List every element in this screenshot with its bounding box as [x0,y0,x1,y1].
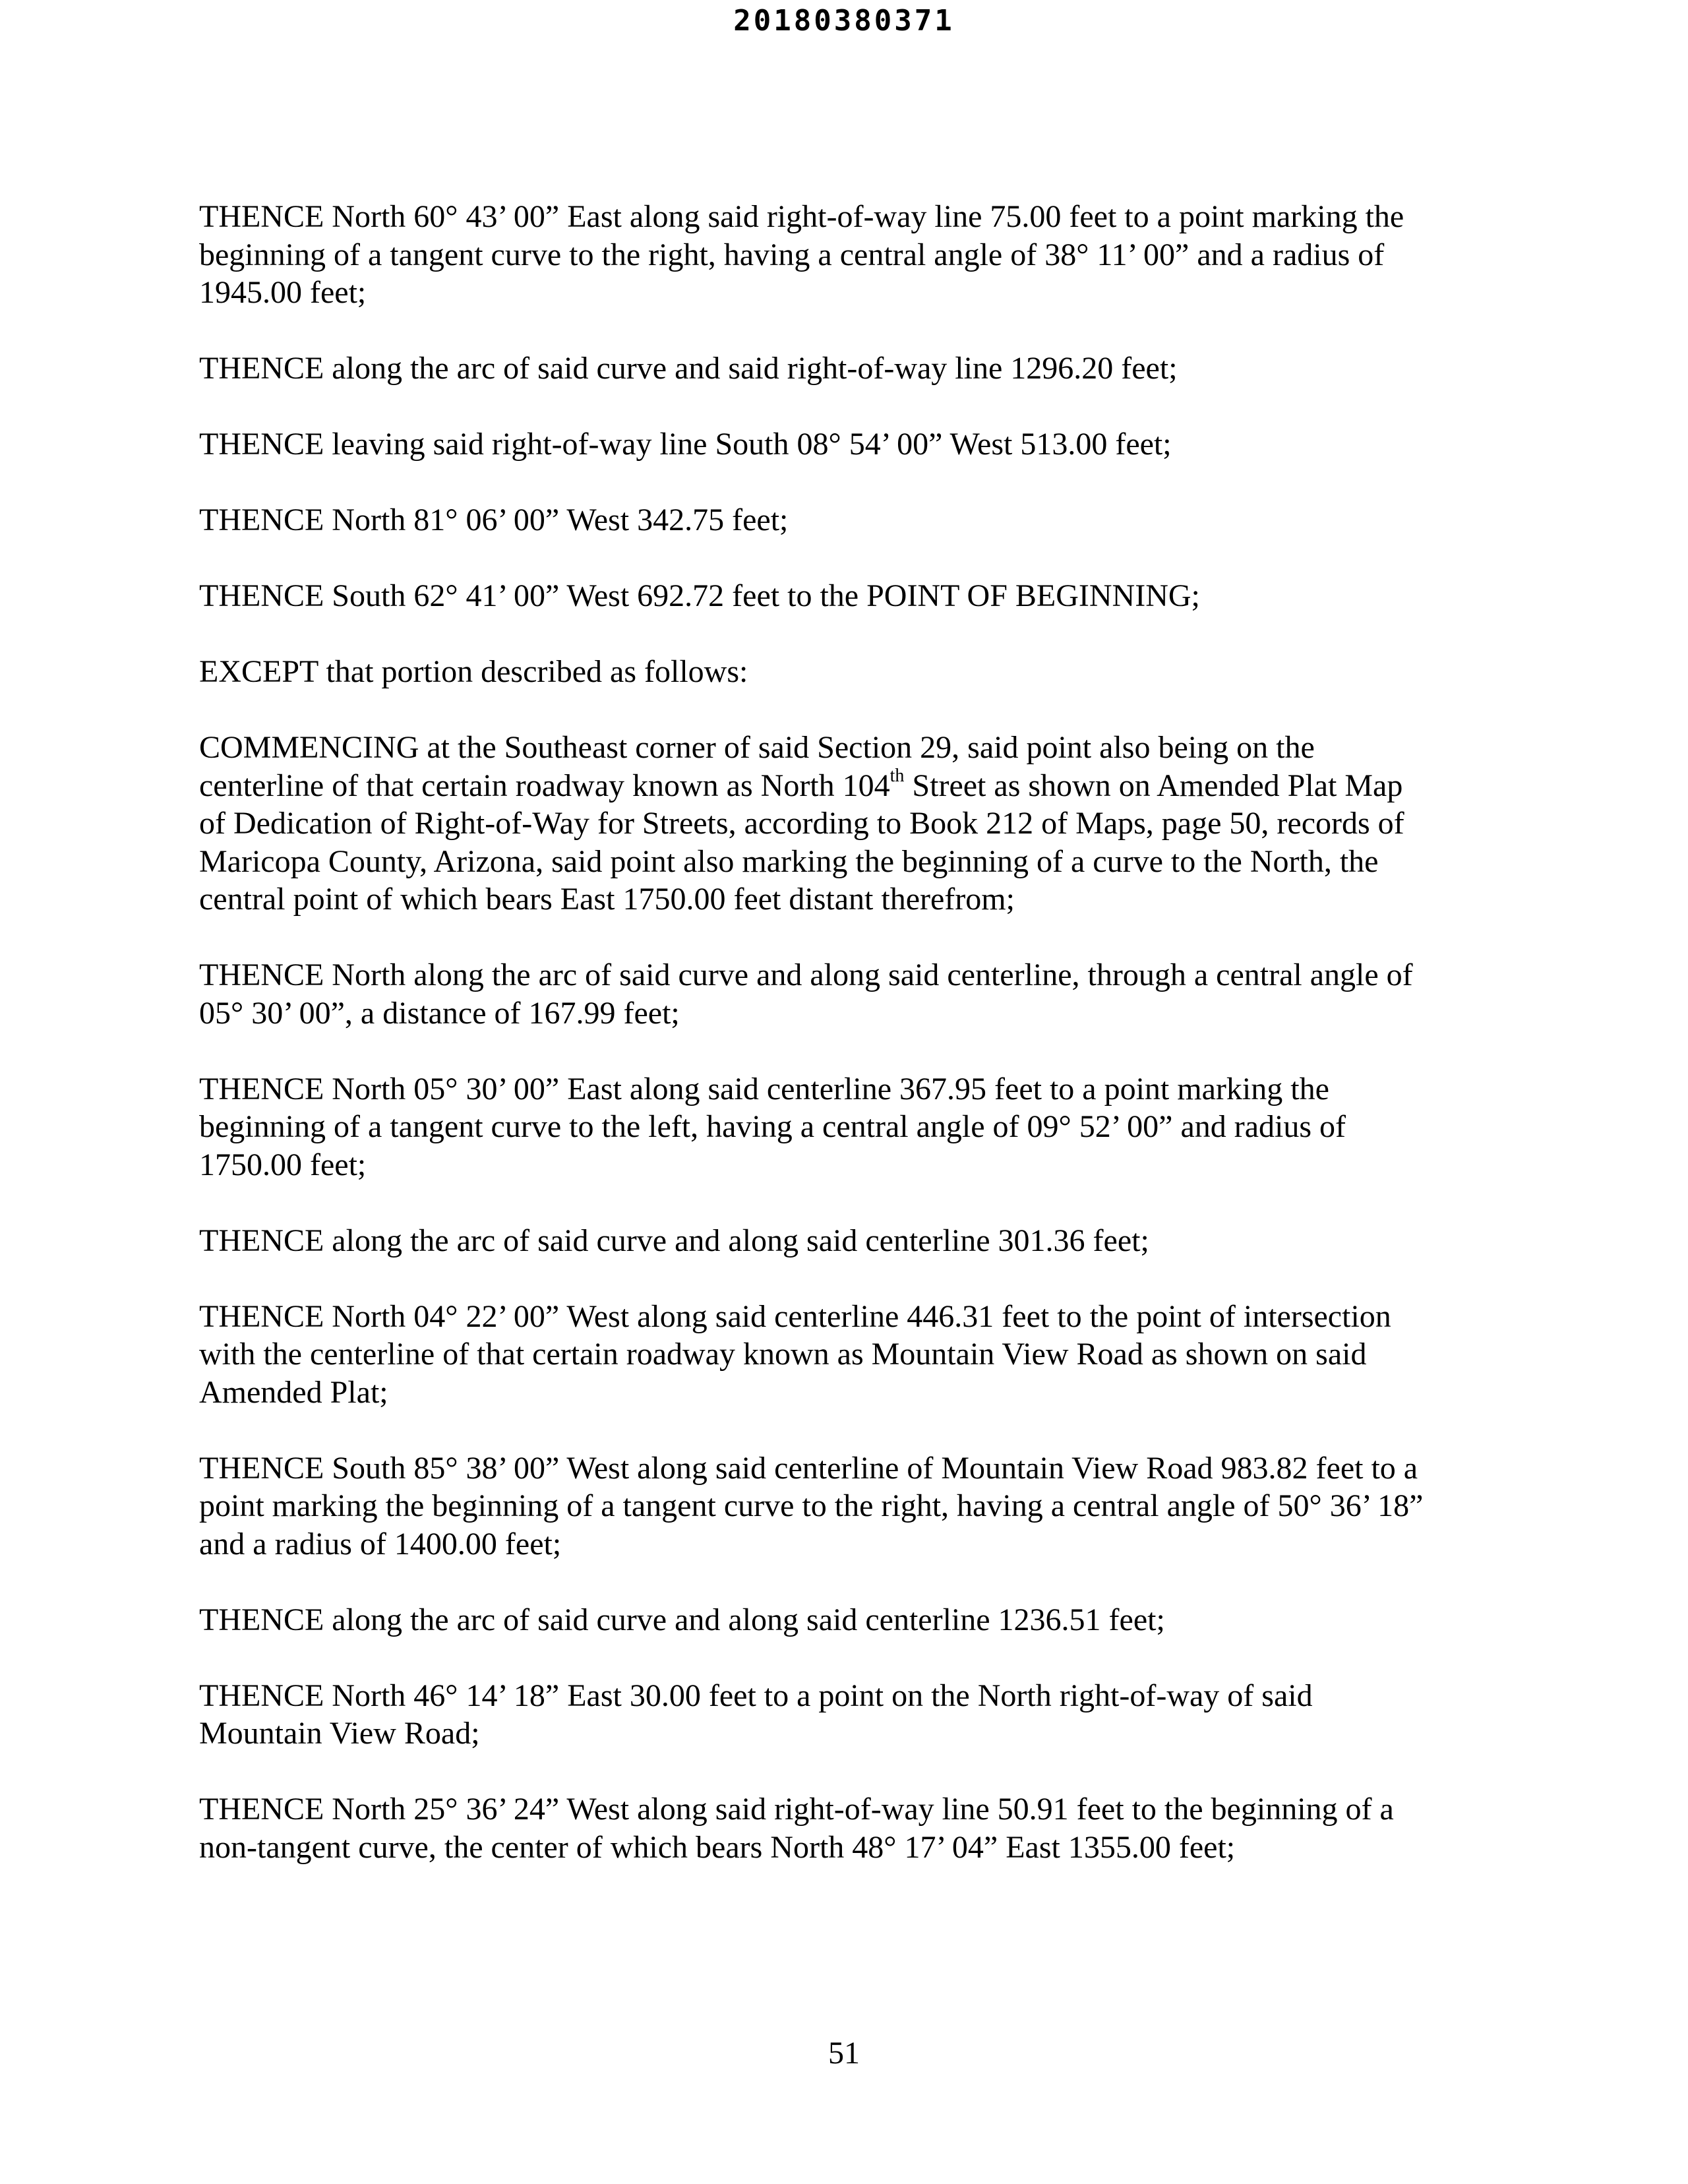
paragraph-except [199,653,1492,691]
text-line: 1750.00 feet; [199,1147,367,1182]
legal-description-body [199,198,1492,1866]
text-line: beginning of a tangent curve to the left, having a central angle of 09° 52’ 00” and radius of [199,1109,1346,1144]
text-line: EXCEPT that portion described as follows: [199,654,748,689]
text-line: THENCE North 05° 30’ 00” East along said centerline 367.95 feet to a point marking the [199,1071,1329,1107]
text-line: with the centerline of that certain roadway known as Mountain View Road as shown on said [199,1337,1367,1372]
page-number: 51 [828,2036,860,2071]
text-line: THENCE South 62° 41’ 00” West 692.72 feet to the POINT OF BEGINNING; [199,578,1200,613]
text-line: of Dedication of Right-of-Way for Streets, according to Book 212 of Maps, page 50, records of [199,806,1404,841]
paragraph-thence-south-08 [199,425,1492,464]
paragraph-thence-north-05 [199,1070,1492,1184]
text-segment: centerline of that certain roadway known as North 104 [199,768,890,803]
text-line: non-tangent curve, the center of which bears North 48° 17’ 04” East 1355.00 feet; [199,1829,1236,1865]
text-line: THENCE North along the arc of said curve and along said centerline, through a central angle of [199,957,1413,992]
paragraph-thence-arc-301 [199,1222,1492,1260]
text-line: central point of which bears East 1750.00 feet distant therefrom; [199,882,1015,917]
paragraph-thence-north-arc [199,956,1492,1032]
text-line: THENCE North 25° 36’ 24” West along said right-of-way line 50.91 feet to the beginning of a [199,1792,1394,1827]
paragraph-thence-arc-1296 [199,349,1492,388]
text-line: THENCE leaving said right-of-way line South 08° 54’ 00” West 513.00 feet; [199,427,1172,462]
paragraph-thence-arc-1236 [199,1601,1492,1639]
text-line: THENCE North 60° 43’ 00” East along said right-of-way line 75.00 feet to a point marking the [199,199,1404,234]
text-line: THENCE along the arc of said curve and said right-of-way line 1296.20 feet; [199,351,1178,386]
paragraph-thence-north-81 [199,501,1492,539]
text-line: 1945.00 feet; [199,275,367,310]
paragraph-thence-north-04 [199,1298,1492,1412]
text-line: Amended Plat; [199,1374,388,1410]
text-line: THENCE South 85° 38’ 00” West along said centerline of Mountain View Road 983.82 feet to a [199,1450,1418,1486]
text-line: THENCE North 04° 22’ 00” West along said centerline 446.31 feet to the point of intersection [199,1298,1391,1334]
text-line: THENCE North 81° 06’ 00” West 342.75 feet; [199,502,789,537]
paragraph-thence-south-85 [199,1449,1492,1563]
paragraph-thence-north-60 [199,198,1492,312]
text-line: COMMENCING at the Southeast corner of said Section 29, said point also being on the [199,730,1315,765]
text-line: point marking the beginning of a tangent curve to the right, having a central angle of 50° 36’ 18” [199,1488,1424,1523]
paragraph-thence-north-25 [199,1790,1492,1866]
text-line: Mountain View Road; [199,1716,480,1751]
paragraph-commencing [199,729,1492,919]
text-line: THENCE along the arc of said curve and along said centerline 301.36 feet; [199,1223,1149,1258]
paragraph-thence-south-62 [199,577,1492,615]
text-line: beginning of a tangent curve to the right, having a central angle of 38° 11’ 00” and a radius of [199,237,1385,272]
text-line: and a radius of 1400.00 feet; [199,1526,562,1562]
text-line: THENCE North 46° 14’ 18” East 30.00 feet to a point on the North right-of-way of said [199,1678,1313,1713]
text-line: 05° 30’ 00”, a distance of 167.99 feet; [199,995,680,1031]
text-line: THENCE along the arc of said curve and along said centerline 1236.51 feet; [199,1602,1165,1637]
text-line-with-superscript [199,767,1492,805]
paragraph-thence-north-46 [199,1677,1492,1753]
text-line: Maricopa County, Arizona, said point also marking the beginning of a curve to the North, the [199,843,1379,879]
document-number: 20180380371 [733,4,955,38]
ordinal-superscript: th [889,765,905,786]
text-segment: Street as shown on Amended Plat Map [904,768,1403,803]
